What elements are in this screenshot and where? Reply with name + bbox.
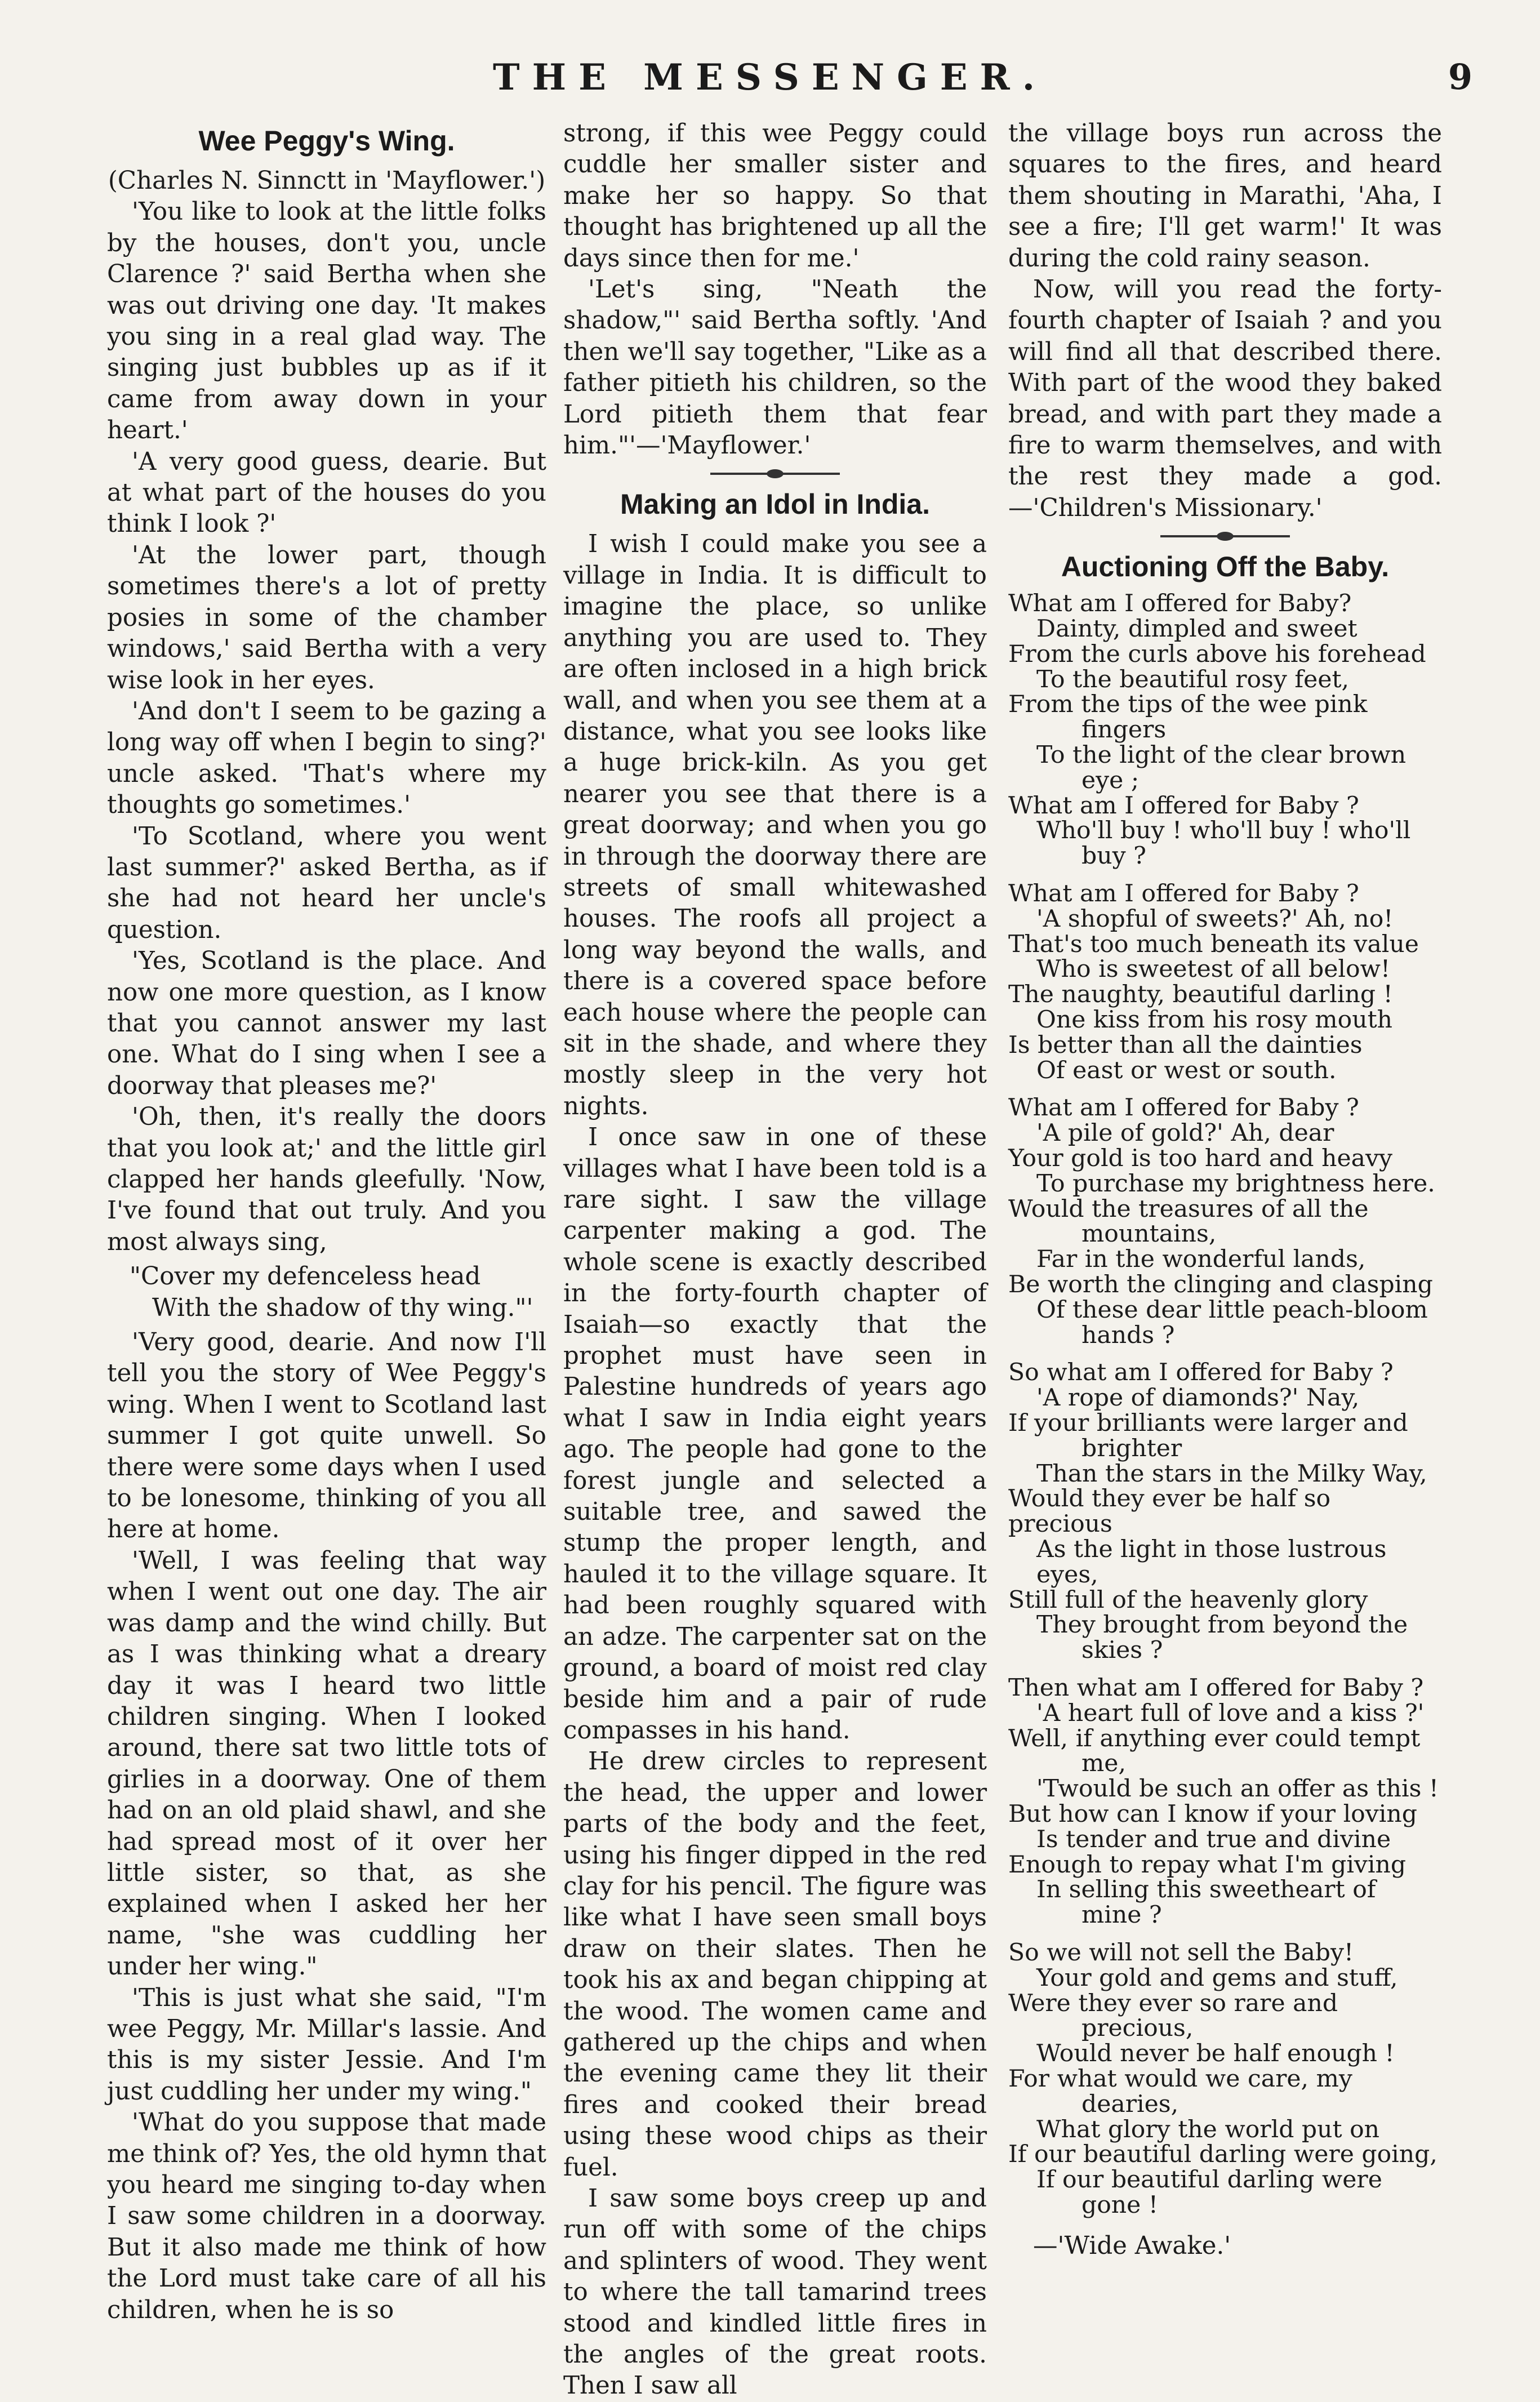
poem-stanza: [1008, 1096, 1442, 1348]
paragraph: 'Oh, then, it's really the doors that you look at;' and the little girl clapped her hands gleefully. 'Now, I've found that out truly. And you most always sing,: [107, 1103, 546, 1256]
poem-line: Were they ever so rare and: [1008, 1989, 1338, 2017]
poem-stanza: [1008, 1360, 1442, 1663]
poem-stanza: [1008, 591, 1442, 869]
poem-line: That's too much beneath its value: [1008, 930, 1419, 958]
poem-line: What am I offered for Baby?: [1008, 590, 1352, 618]
poem-line: 'A rope of diamonds?' Nay,: [1036, 1384, 1360, 1412]
poem-line: Be worth the clinging and clasping: [1008, 1271, 1433, 1298]
poem-line: Your gold is too hard and heavy: [1008, 1145, 1392, 1173]
paragraph: 'Yes, Scotland is the place. And now one more question, as I know that you cannot answer my last one. What do I sing when I see a doorway that pleases me?': [107, 947, 546, 1100]
masthead-title: THE MESSENGER.: [493, 56, 1047, 99]
paragraph: 'Very good, dearie. And now I'll tell you the story of Wee Peggy's wing. When I went to Scotland last summer I got quite unwell. So there were some days when I used to be lonesome, thinking of you all here at home.: [107, 1328, 546, 1544]
poem-line: mine ?: [1081, 1901, 1162, 1929]
poem-line: If your brilliants were larger and: [1008, 1409, 1408, 1437]
poem-line: dearies,: [1081, 2090, 1179, 2118]
poem-line: Of east or west or south.: [1036, 1056, 1337, 1084]
poem-line: To the light of the clear brown: [1036, 741, 1407, 769]
paragraph: He drew circles to represent the head, the upper and lower parts of the body and the feet, using his finger dipped in the red clay for his pencil. The figure was like what I have seen small boys draw on their slates. Then he took his ax and began chipping at the wood. The women came and gathered up the chips and when the evening came they lit their fires and cooked their bread using these wood chips as their fuel.: [563, 1747, 987, 2182]
article-title-wee-peggys-wing: Wee Peggy's Wing.: [198, 125, 455, 157]
poem-line: Of these dear little peach-bloom: [1036, 1296, 1428, 1324]
poem-line: Is better than all the dainties: [1008, 1031, 1363, 1059]
poem-line: So what am I offered for Baby ?: [1008, 1359, 1394, 1387]
page-header: [34, 56, 1506, 107]
poem-line: 'Twould be such an offer as this !: [1036, 1775, 1439, 1803]
poem-line: If our beautiful darling were: [1036, 2166, 1382, 2194]
poem-line: Is tender and true and divine: [1036, 1825, 1391, 1853]
poem-line: hands ?: [1081, 1321, 1175, 1349]
poem-line: What am I offered for Baby ?: [1008, 1094, 1359, 1122]
paragraph: 'A very good guess, dearie. But at what part of the houses do you think I look ?': [107, 447, 546, 539]
poem-line: gone !: [1081, 2191, 1158, 2219]
poem-line: fingers: [1081, 716, 1167, 744]
section-divider: [1160, 535, 1290, 537]
poem-line: Then what am I offered for Baby ?: [1008, 1674, 1424, 1702]
article-byline: (Charles N. Sinnctt in 'Mayflower.'): [108, 167, 546, 195]
poem-line: Far in the wonderful lands,: [1036, 1246, 1366, 1274]
article-title-making-an-idol: Making an Idol in India.: [620, 488, 931, 521]
poem-stanza: [1008, 1676, 1442, 1928]
poem-line: But how can I know if your loving: [1008, 1800, 1417, 1828]
paragraph: I saw some boys creep up and run off with some of the chips and splinters of wood. They went to where the tall tamarind trees stood and kindled little fires in the angles of the great roots. Then I saw all: [563, 2185, 987, 2400]
poem-line: skies ?: [1081, 1636, 1163, 1665]
hymn-line: "Cover my defenceless head: [130, 1262, 481, 1291]
poem-line: So we will not sell the Baby!: [1008, 1938, 1354, 1967]
poem-line: The naughty, beautiful darling !: [1008, 981, 1393, 1009]
poem-line: 'A shopful of sweets?' Ah, no!: [1036, 905, 1394, 933]
poem-line: From the curls above his forehead: [1008, 640, 1426, 668]
paragraph: 'Well, I was feeling that way when I went out one day. The air was damp and the wind chilly. But as I was thinking what a dreary day it was I heard two little children singing. When I looked around, there sat two little tots of girlies in a doorway. One of them had on an old plaid shawl, and she had spread most of it over her little sister, so that, as she explained when I asked her her name, "she was cuddling her under her wing.": [107, 1546, 546, 1981]
column-1: [107, 118, 546, 2324]
paragraph: 'What do you suppose that made me think of? Yes, the old hymn that you heard me singing to-day when I saw some children in a doorway. But it also made me think of how the Lord must take care of all his children, when he is so: [107, 2109, 546, 2324]
paragraph: 'You like to look at the little folks by the houses, don't you, uncle Clarence ?' said Bertha when she was out driving one day. 'It makes you sing in a real glad way. The singing just bubbles up as if it came from away down in your heart.': [107, 198, 546, 445]
poem-line: They brought from beyond the: [1036, 1611, 1408, 1639]
poem-credit: —'Wide Awake.': [1033, 2231, 1231, 2260]
hymn-line: With the shadow of thy wing."': [152, 1293, 533, 1322]
article-title-auctioning-off-the-baby: Auctioning Off the Baby.: [1061, 551, 1390, 583]
paragraph: 'This is just what she said, "I'm wee Peggy, Mr. Millar's lassie. And this is my sister Jessie. And I'm just cuddling her under my wing.": [107, 1983, 546, 2106]
poem-line: eye ;: [1081, 766, 1140, 794]
paragraph: I once saw in one of these villages what I have been told is a rare sight. I saw the village carpenter making a god. The whole scene is exactly described in the forty-fourth chapter of Isaiah—so exactly that the prophet must have seen in Palestine hundreds of years ago what I saw in India eight years ago. The people had gone to the forest jungle and selected a suitable tree, and sawed the stump the proper length, and hauled it to the village square. It had been roughly squared with an adze. The carpenter sat on the ground, a board of moist red clay beside him and a pair of rude compasses in his hand.: [563, 1123, 987, 1745]
poem-line: For what would we care, my: [1008, 2065, 1352, 2093]
poem-line: Would never be half enough !: [1036, 2040, 1395, 2068]
paragraph: 'And don't I seem to be gazing a long way off when I begin to sing?' uncle asked. 'That's where my thoughts go sometimes.': [107, 697, 546, 820]
poem-line: One kiss from his rosy mouth: [1036, 1006, 1393, 1034]
poem-line: buy ?: [1081, 842, 1146, 870]
poem-line: Still full of the heavenly glory: [1008, 1586, 1368, 1614]
poem-line: If our beautiful darling were going,: [1008, 2141, 1437, 2169]
poem-line: Who is sweetest of all below!: [1036, 955, 1391, 984]
poem-line: From the tips of the wee pink: [1008, 691, 1368, 719]
poem: [1008, 591, 1442, 2218]
poem-line: Well, if anything ever could tempt: [1008, 1724, 1421, 1752]
paragraph: 'To Scotland, where you went last summer?' asked Bertha, as if she had not heard her uncle's question.: [107, 822, 546, 944]
paragraph: I wish I could make you see a village in India. It is difficult to imagine the place, so unlike anything you are used to. They are often inclosed in a high brick wall, and when you see them at a distance, what you see looks like a huge brick-kiln. As you get nearer you see that there is a great doorway; and when you go in through the doorway there are streets of small whitewashed houses. The roofs all project a long way beyond the walls, and there is a covered space before each house where the people can sit in the shade, and where they mostly sleep in the very hot nights.: [563, 530, 987, 1120]
poem-line: precious,: [1081, 2014, 1194, 2043]
poem-line: As the light in those lustrous eyes,: [1036, 1535, 1387, 1589]
poem-line: 'A heart full of love and a kiss ?': [1036, 1699, 1425, 1727]
poem-line: Dainty, dimpled and sweet: [1036, 615, 1357, 643]
paragraph: the village boys run across the squares to the fires, and heard them shouting in Marathi, 'Aha, I see a fire; I'll get warm!' It was during the cold rainy season.: [1008, 119, 1442, 273]
section-divider: [710, 473, 840, 475]
poem-line: Your gold and gems and stuff,: [1036, 1964, 1398, 1992]
poem-line: Who'll buy ! who'll buy ! who'll: [1036, 817, 1411, 845]
poem-line: 'A pile of gold?' Ah, dear: [1036, 1119, 1334, 1147]
poem-line: What am I offered for Baby ?: [1008, 791, 1359, 820]
poem-line: In selling this sweetheart of: [1036, 1876, 1376, 1904]
poem-line: What glory the world put on: [1036, 2115, 1380, 2143]
poem-line: Than the stars in the Milky Way,: [1036, 1460, 1427, 1488]
hymn-quote: [130, 1261, 546, 1324]
poem-line: Would the treasures of all the: [1008, 1195, 1369, 1223]
poem-line: me,: [1081, 1750, 1126, 1778]
paragraph: 'Let's sing, "Neath the shadow,"' said Bertha softly. 'And then we'll say together, "Like as a father pitieth his children, so the Lord pitieth them that fear him."'—'Mayflower.': [563, 275, 987, 460]
paragraph: Now, will you read the forty-fourth chapter of Isaiah ? and you will find all that described there. With part of the wood they baked bread, and with part they made a fire to warm themselves, and with the rest they made a god.—'Children's Missionary.': [1008, 275, 1442, 522]
poem-line: Would they ever be half so precious: [1008, 1485, 1331, 1538]
poem-line: mountains,: [1081, 1220, 1217, 1248]
poem-line: To purchase my brightness here.: [1036, 1169, 1435, 1198]
poem-line: brighter: [1081, 1434, 1182, 1462]
poem-stanza: [1008, 1938, 1442, 2219]
paragraph: 'At the lower part, though sometimes there's a lot of pretty posies in some of the chamber windows,' said Bertha with a very wise look in her eyes.: [107, 541, 546, 695]
poem-line: What am I offered for Baby ?: [1008, 880, 1359, 908]
poem-stanza: [1008, 882, 1442, 1083]
paragraph: strong, if this wee Peggy could cuddle her smaller sister and make her so happy. So that thought has brightened up all the days since then for me.': [563, 119, 987, 273]
poem-line: To the beautiful rosy feet,: [1036, 665, 1350, 693]
column-2: [563, 118, 987, 2400]
page-number: 9: [1448, 56, 1472, 97]
column-3: [1008, 118, 1442, 2315]
poem-line: Enough to repay what I'm giving: [1008, 1851, 1407, 1879]
